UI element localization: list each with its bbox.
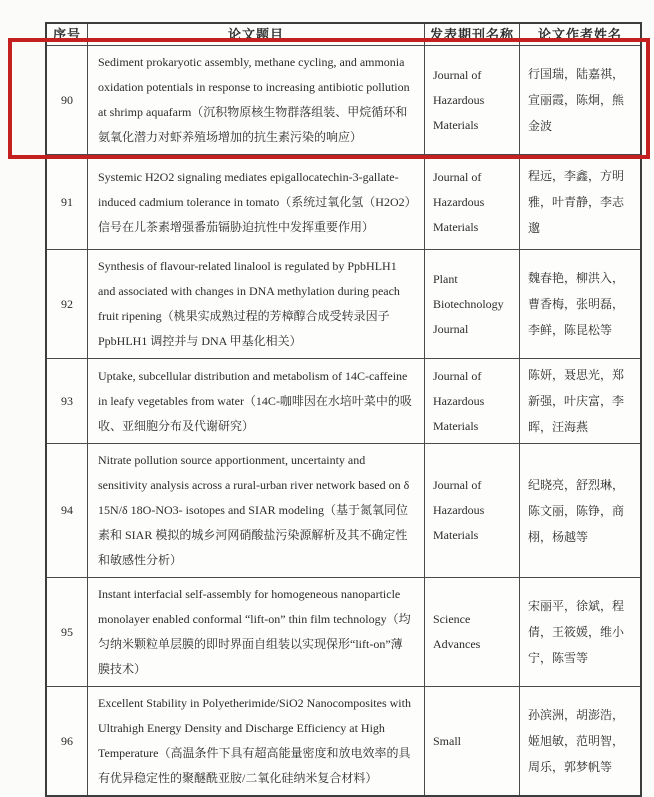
header-cell-journal [425,24,520,46]
journal-name: Small [433,733,462,748]
papers-table [45,22,642,797]
table-row-highlighted [47,46,640,155]
row-number-cell [47,359,88,444]
row-number-cell [47,687,88,795]
journal-name-cell [425,687,520,795]
author-names: 纪晓亮，舒烈琳，陈文丽，陈铮，商栩，杨越等 [528,477,625,544]
journal-name: Science Advances [433,612,481,651]
journal-name: Journal of Hazardous Materials [433,478,485,542]
row-number: 93 [61,393,73,408]
row-number-cell [47,155,88,250]
header-cell-authors [520,24,640,46]
header-cell-number [47,24,88,46]
header-label-journal: 发表期刊名称 [429,26,514,42]
row-number-cell [47,250,88,359]
journal-name: Journal of Hazardous Materials [433,67,485,132]
author-names: 行国瑞，陆嘉祺，宣丽霞，陈炯，熊金波 [528,67,625,133]
journal-name: Plant Biotechnology Journal [433,271,504,336]
paper-title: Nitrate pollution source apportionment, uncertainty and sensitivity analysis across a rural-urban river network based on δ 15N/δ 18O-NO3- isotopes and SIAR modeling（基于氮氧同位素和 SIAR 模拟的城乡河网硝酸盐污染源解析及其不确定性和敏感性分析） [98,453,410,567]
row-number: 95 [61,624,73,639]
paper-title-cell [88,46,425,155]
paper-title: Excellent Stability in Polyetherimide/SiO2 Nanocomposites with Ultrahigh Energy Density and Discharge Efficiency at High Temperature（高温条件下具有超高能量密度和放电效率的具有优异稳定性的聚醚酰亚胺/二氧化硅纳米复合材料） [98,696,411,785]
paper-title-cell [88,578,425,687]
author-names-cell [520,46,640,155]
table-row [47,359,640,444]
paper-title-cell [88,250,425,359]
paper-title-cell [88,155,425,250]
author-names: 宋丽平，徐斌，程倩，王筱媛，维小宁，陈雪等 [528,599,625,665]
row-number: 90 [61,92,73,107]
author-names: 程远，李鑫，方明雅，叶青静，李志邈 [528,169,625,235]
table-row [47,687,640,795]
journal-name-cell [425,578,520,687]
author-names-cell [520,155,640,250]
journal-name-cell [425,359,520,444]
row-number-cell [47,578,88,687]
journal-name: Journal of Hazardous Materials [433,169,485,234]
journal-name: Journal of Hazardous Materials [433,368,485,433]
paper-title: Systemic H2O2 signaling mediates epigallocatechin-3-gallate-induced cadmium tolerance in tomato（系统过氧化氢（H2O2）信号在儿茶素增强番茄镉胁迫抗性中发挥重要作用） [98,169,411,234]
row-number: 96 [61,733,73,748]
row-number: 91 [61,194,73,209]
header-label-number: 序号 [52,26,81,42]
author-names-cell [520,687,640,795]
paper-title-cell [88,687,425,795]
table-row [47,444,640,578]
header-label-authors: 论文作者姓名 [537,26,622,42]
paper-title-cell [88,444,425,578]
paper-title: Sediment prokaryotic assembly, methane cycling, and ammonia oxidation potentials in response to increasing antibiotic pollution at shrimp aquafarm（沉积物原核生物群落组装、甲烷循环和氨氧化潜力对虾养殖场增加的抗生素污染的响应） [98,55,410,144]
author-names-cell [520,444,640,578]
author-names-cell [520,250,640,359]
row-number-cell [47,444,88,578]
author-names: 魏春艳，柳洪入，曹香梅，张明磊，李鲜，陈昆松等 [528,271,625,337]
paper-title: Synthesis of flavour-related linalool is regulated by PpbHLH1 and associated with changes in DNA methylation during peach fruit ripening（桃果实成熟过程的芳樟醇合成受转录因子 PpbHLH1 调控并与 DNA 甲基化相关） [98,259,400,348]
author-names-cell [520,578,640,687]
journal-name-cell [425,46,520,155]
row-number: 94 [61,503,73,517]
author-names-cell [520,359,640,444]
table-header-row [47,24,640,46]
table-row [47,155,640,250]
author-names: 孙滨洲，胡澎浩，姬旭敏，范明智，周乐，郭梦帆等 [528,708,625,774]
table-row [47,250,640,359]
row-number: 92 [61,296,73,311]
row-number-cell [47,46,88,155]
author-names: 陈妍，聂思光，郑新强，叶庆富，李晖，汪海燕 [528,368,625,434]
journal-name-cell [425,155,520,250]
table-row [47,578,640,687]
journal-name-cell [425,444,520,578]
header-label-title: 论文题目 [227,26,284,42]
table-body [47,46,640,795]
journal-name-cell [425,250,520,359]
paper-title: Uptake, subcellular distribution and metabolism of 14C-caffeine in leafy vegetables from water（14C-咖啡因在水培叶菜中的吸收、亚细胞分布及代谢研究） [98,368,412,433]
paper-title-cell [88,359,425,444]
paper-title: Instant interfacial self-assembly for homogeneous nanoparticle monolayer enabled conformal “lift-on” thin film technology（均匀纳米颗粒单层膜的即时界面自组装以实现保形“lift-on”薄膜技术） [98,587,411,676]
header-cell-title [88,24,425,46]
